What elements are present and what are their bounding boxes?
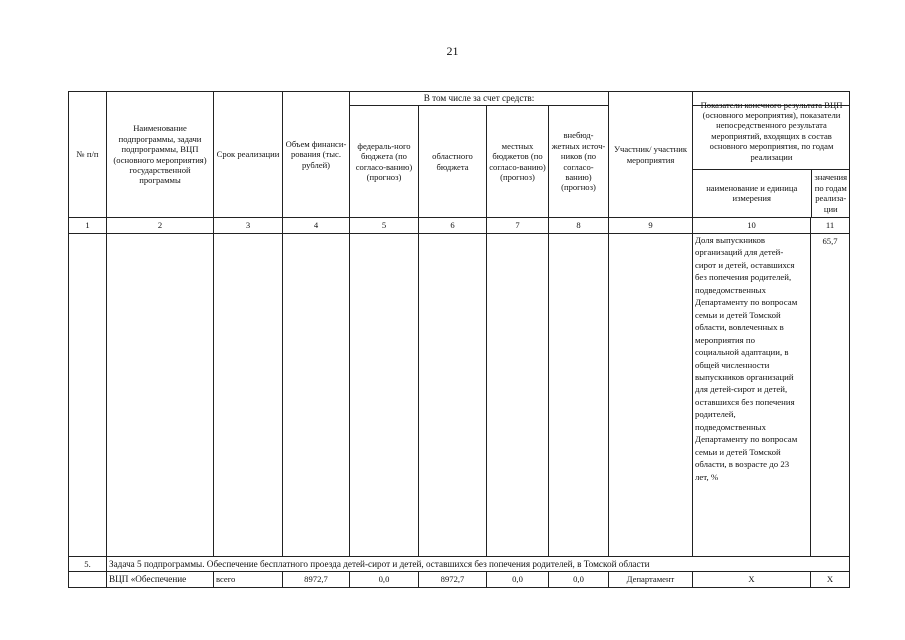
vcp-indicator: Х bbox=[693, 572, 811, 588]
empty-cell bbox=[69, 234, 107, 557]
vcp-total: 8972,7 bbox=[283, 572, 350, 588]
empty-cell bbox=[214, 234, 283, 557]
empty-cell bbox=[609, 234, 693, 557]
header-regional: областного бюджета bbox=[419, 106, 487, 218]
header-budget-group: В том числе за счет средств: bbox=[350, 92, 609, 106]
empty-cell bbox=[487, 234, 549, 557]
column-number: 4 bbox=[283, 218, 350, 234]
header-indicator-values: значения по годам реализа-ции bbox=[814, 172, 848, 214]
empty-cell bbox=[419, 234, 487, 557]
vcp-row bbox=[69, 572, 850, 588]
header-local: местных бюджетов (по согласо-ванию) (прогноз) bbox=[487, 106, 549, 218]
vcp-extra: 0,0 bbox=[549, 572, 609, 588]
header-indicator-name: наименование и единица измерения bbox=[693, 169, 811, 217]
column-number: 9 bbox=[609, 218, 693, 234]
empty-cell bbox=[283, 234, 350, 557]
indicator-value: 65,7 bbox=[811, 234, 850, 557]
task-row bbox=[69, 557, 850, 572]
vcp-period: всего bbox=[214, 572, 283, 588]
header-name: Наименование подпрограммы, задачи подпрограммы, ВЦП (основного мероприятия) государственной программы bbox=[107, 92, 214, 218]
program-table bbox=[68, 91, 850, 588]
header-participant: Участник/ участник мероприятия bbox=[609, 92, 693, 218]
column-numbers-row bbox=[69, 218, 850, 234]
column-number: 6 bbox=[419, 218, 487, 234]
indicator-text: Доля выпускников организаций для детей-сирот и детей, оставшихся без попечения родителей, подведомственных Департаменту по вопросам семьи и детей Томской области, вовлеченных в мероприятия по социальной адаптации, в общей численности выпускников организаций для детей-сирот и детей, оставшихся без попечения родителей, подведомственных Департаменту по вопросам семьи и детей Томской области, в возрасте до 23 лет, % bbox=[693, 234, 811, 557]
column-number: 1 bbox=[69, 218, 107, 234]
vcp-local: 0,0 bbox=[487, 572, 549, 588]
header-number: № п/п bbox=[69, 92, 107, 218]
empty-cell bbox=[549, 234, 609, 557]
task-text: Задача 5 подпрограммы. Обеспечение бесплатного проезда детей-сирот и детей, оставшихся без попечения родителей, в Томской области bbox=[107, 557, 850, 572]
column-number: 2 bbox=[107, 218, 214, 234]
column-number: 8 bbox=[549, 218, 609, 234]
header-period: Срок реализации bbox=[214, 92, 283, 218]
column-number: 10 bbox=[693, 218, 811, 234]
column-number: 7 bbox=[487, 218, 549, 234]
empty-cell bbox=[107, 234, 214, 557]
header-federal: федераль-ного бюджета (по согласо-ванию) (прогноз) bbox=[350, 106, 419, 218]
column-number: 5 bbox=[350, 218, 419, 234]
vcp-value: Х bbox=[811, 572, 850, 588]
column-number: 3 bbox=[214, 218, 283, 234]
task-number: 5. bbox=[69, 557, 107, 572]
column-number: 11 bbox=[811, 218, 850, 234]
indicator-row bbox=[69, 234, 850, 557]
header-indicators bbox=[693, 99, 850, 218]
vcp-regional: 8972,7 bbox=[419, 572, 487, 588]
empty-cell bbox=[350, 234, 419, 557]
header-indicators-group: Показатели конечного результата ВЦП (основного мероприятия), показатели непосредственного результата мероприятий, входящих в состав основного мероприятия, по годам реализации bbox=[693, 93, 850, 169]
vcp-participant: Департамент bbox=[609, 572, 693, 588]
header-extra: внебюд-жетных источ-ников (по согласо-ванию) (прогноз) bbox=[549, 106, 609, 218]
empty-cell bbox=[69, 572, 107, 588]
page-number: 21 bbox=[446, 44, 459, 58]
vcp-name: ВЦП «Обеспечение bbox=[107, 572, 214, 588]
header-funding: Объем финанси-рования (тыс. рублей) bbox=[283, 92, 350, 218]
vcp-federal: 0,0 bbox=[350, 572, 419, 588]
